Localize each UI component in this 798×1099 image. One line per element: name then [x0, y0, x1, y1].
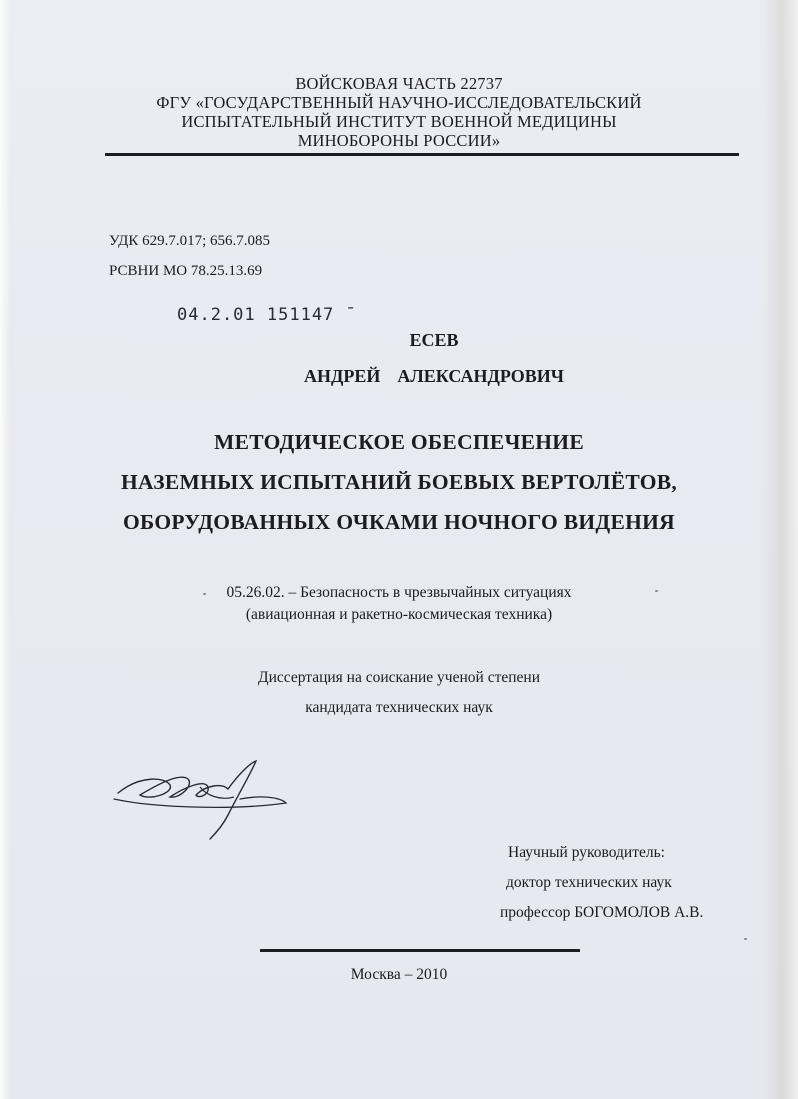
udk-code: УДК 629.7.017; 656.7.085 — [109, 233, 271, 249]
author-block — [0, 322, 798, 394]
scan-speck — [203, 593, 206, 595]
registration-stamp: 04.2.01 151147 ¯ — [177, 305, 357, 325]
scan-speck — [744, 938, 747, 940]
supervisor-degree: доктор технических наук — [506, 874, 672, 891]
thesis-statement — [0, 663, 798, 723]
header-line-1: ВОЙСКОВАЯ ЧАСТЬ 22737 — [295, 74, 503, 93]
dissertation-title — [0, 422, 798, 542]
supervisor-block — [500, 838, 703, 928]
header-line-3: ИСПЫТАТЕЛЬНЫЙ ИНСТИТУТ ВОЕННОЙ МЕДИЦИНЫ — [181, 112, 617, 131]
rsvni-code: РСВНИ МО 78.25.13.69 — [109, 263, 263, 279]
thesis-line-1: Диссертация на соискание ученой степени — [258, 669, 540, 686]
supervisor-name: профессор БОГОМОЛОВ А.В. — [500, 904, 704, 921]
thesis-line-2: кандидата технических наук — [305, 699, 493, 716]
author-signature-icon — [110, 755, 300, 840]
supervisor-role: Научный руководитель: — [508, 844, 665, 861]
city-year: Москва – 2010 — [350, 966, 448, 983]
author-surname: ЕСЕВ — [409, 330, 459, 350]
header-line-4: МИНОБОРОНЫ РОССИИ» — [297, 131, 501, 150]
specialty-block — [0, 582, 798, 626]
classification-codes — [109, 226, 270, 286]
specialty-line-2: (авиационная и ракетно-космическая техника) — [245, 606, 553, 623]
scan-edge-shadow — [762, 0, 798, 1099]
title-line-3: ОБОРУДОВАННЫХ ОЧКАМИ НОЧНОГО ВИДЕНИЯ — [122, 510, 676, 534]
specialty-line-1: 05.26.02. – Безопасность в чрезвычайных ситуациях — [226, 584, 572, 601]
title-line-2: НАЗЕМНЫХ ИСПЫТАНИЙ БОЕВЫХ ВЕРТОЛЁТОВ, — [120, 470, 678, 494]
institution-header — [0, 74, 798, 150]
scan-edge-left — [0, 0, 10, 1099]
scan-speck — [655, 590, 658, 592]
title-line-1: МЕТОДИЧЕСКОЕ ОБЕСПЕЧЕНИЕ — [214, 430, 584, 454]
author-given-names: АНДРЕЙ АЛЕКСАНДРОВИЧ — [304, 366, 564, 386]
footer-rule — [260, 949, 580, 952]
header-line-2: ФГУ «ГОСУДАРСТВЕННЫЙ НАУЧНО-ИССЛЕДОВАТЕЛЬСКИЙ — [156, 93, 642, 112]
header-rule — [105, 153, 739, 156]
